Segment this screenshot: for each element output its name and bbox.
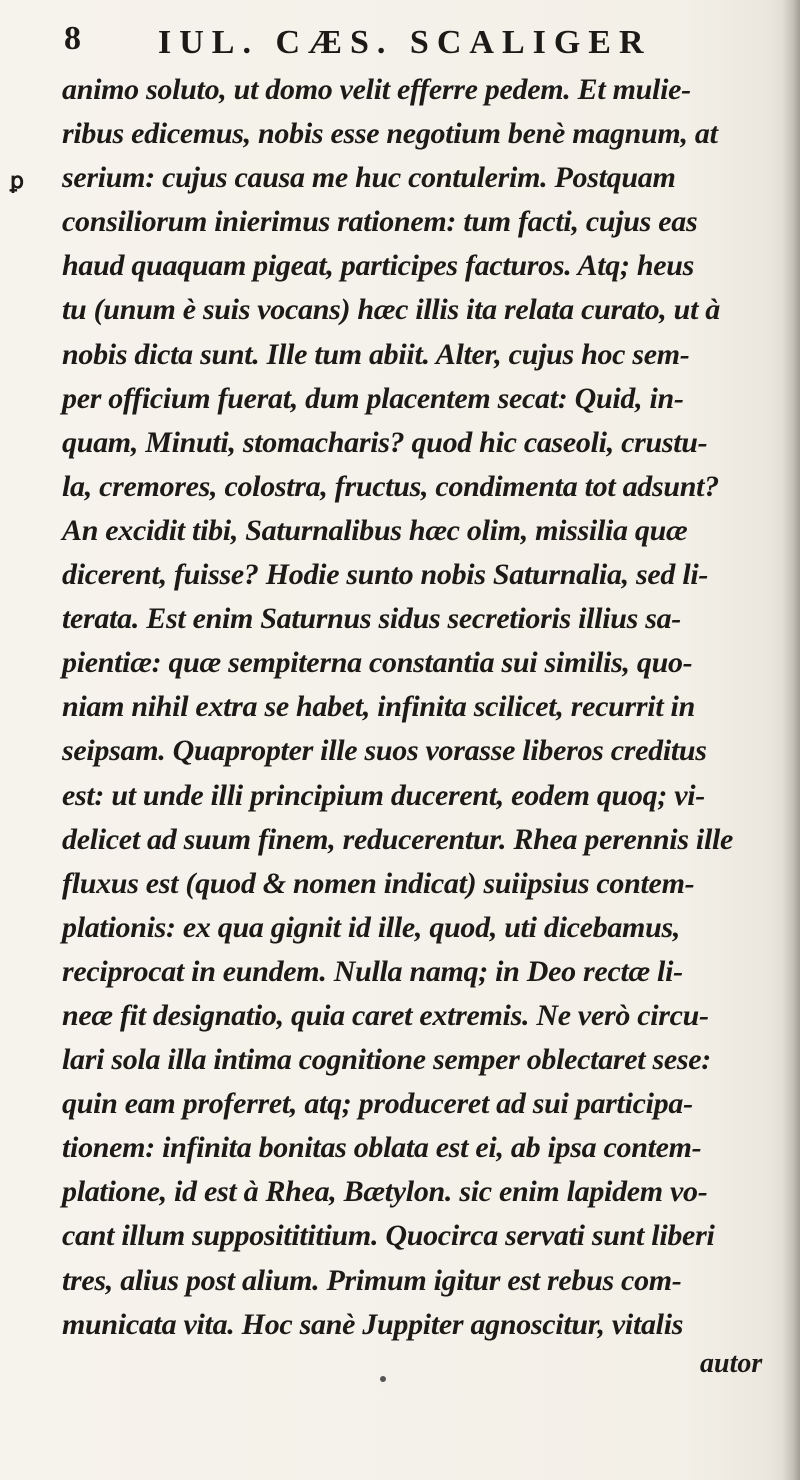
text-line: animo soluto, ut domo velit efferre pedem. Et mulie- [62, 73, 691, 106]
body-text [62, 68, 790, 1347]
page-number: 8 [64, 20, 81, 57]
text-line: per officium fuerat, dum placentem secat: Quid, in- [62, 381, 684, 415]
margin-mark: ꝑ [10, 168, 24, 194]
text-line: quin eam proferret, atq; produceret ad sui participa- [62, 1087, 693, 1121]
text-line: plationis: ex qua gignit id ille, quod, uti dicebamus, [62, 910, 681, 944]
text-line: neæ fit designatio, quia caret extremis. Ne verò circu- [62, 998, 709, 1032]
text-line: lari sola illa intima cognitione semper oblectaret sese: [62, 1043, 712, 1077]
text-line: tres, alius post alium. Primum igitur est rebus com- [62, 1263, 682, 1297]
text-line: cant illum suppositititium. Quocirca servati sunt liberi [62, 1219, 715, 1253]
text-line: municata vita. Hoc sanè Juppiter agnoscitur, vitalis [62, 1307, 684, 1341]
text-line: delicet ad suum finem, reducerentur. Rhea perennis ille [62, 822, 734, 856]
page-header [62, 20, 762, 68]
text-line: la, cremores, colostra, fructus, condimenta tot adsunt? [62, 469, 719, 503]
text-line: platione, id est à Rhea, Bætylon. sic enim lapidem vo- [62, 1175, 708, 1209]
text-line: est: ut unde illi principium ducerent, eodem quoq; vi- [62, 778, 705, 812]
text-line: dicerent, fuisse? Hodie sunto nobis Saturnalia, sed li- [62, 558, 709, 592]
text-line: pientiæ: quæ sempiterna constantia sui similis, quo- [62, 646, 693, 680]
ink-speck [380, 1376, 386, 1382]
text-line: serium: cujus causa me huc contulerim. Postquam [62, 161, 676, 195]
text-line: fluxus est (quod & nomen indicat) suiipsius contem- [62, 866, 695, 900]
text-line: consiliorum inierimus rationem: tum facti, cujus eas [62, 205, 698, 239]
text-line: quam, Minuti, stomacharis? quod hic caseoli, crustu- [62, 425, 708, 459]
text-line: seipsam. Quapropter ille suos vorasse liberos creditus [62, 734, 707, 768]
text-line: An excidit tibi, Saturnalibus hæc olim, missilia quæ [62, 513, 688, 547]
text-line: terata. Est enim Saturnus sidus secretioris illius sa- [62, 602, 681, 636]
running-title: IUL. CÆS. SCALIGER [158, 24, 652, 61]
text-line: reciprocat in eundem. Nulla namq; in Deo rectæ li- [62, 954, 683, 988]
catchword: autor [700, 1348, 763, 1379]
text-line: tionem: infinita bonitas oblata est ei, ab ipsa contem- [62, 1131, 702, 1165]
text-line: haud quaquam pigeat, participes facturos. Atq; heus [62, 249, 695, 283]
text-line: nobis dicta sunt. Ille tum abiit. Alter, cujus hoc sem- [62, 337, 690, 371]
text-line: niam nihil extra se habet, infinita scilicet, recurrit in [62, 690, 695, 724]
text-line: tu (unum è suis vocans) hæc illis ita relata curato, ut à [62, 293, 721, 327]
text-line: ribus edicemus, nobis esse negotium benè magnum, at [62, 117, 718, 151]
page-edge-shadow [782, 0, 800, 1480]
